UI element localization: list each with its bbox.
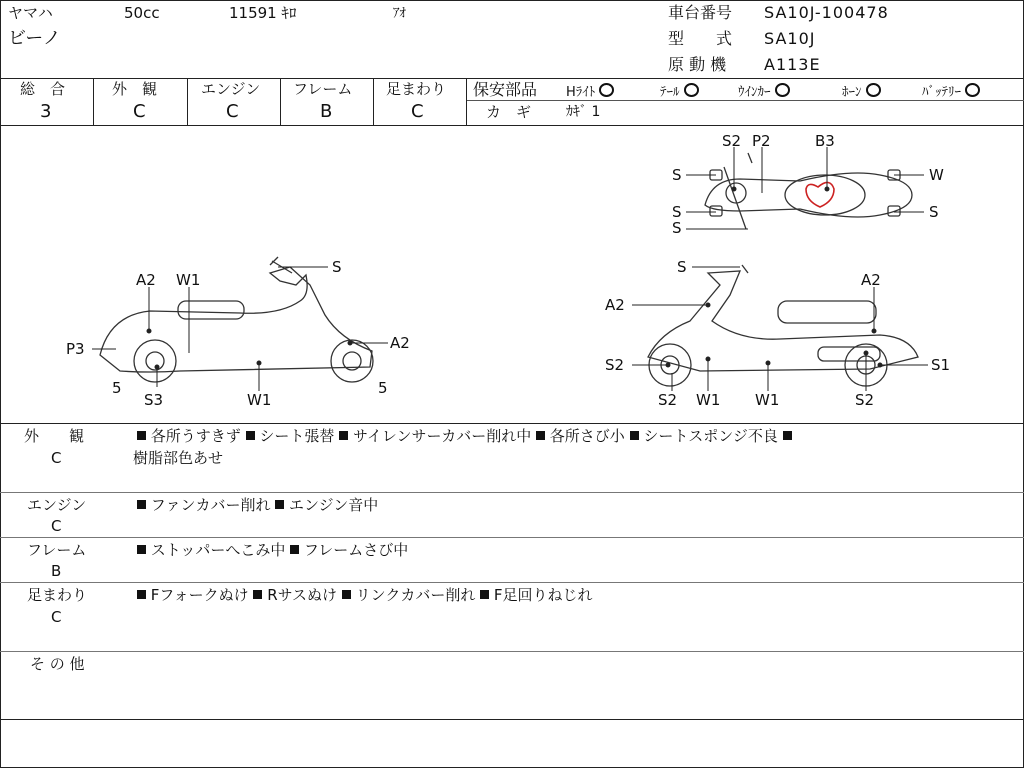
label-p3: P3: [66, 340, 85, 358]
type-label: 型 式: [668, 29, 733, 48]
label-w1: W1: [247, 391, 272, 409]
bullet-icon: [536, 431, 545, 440]
damage-diagram: [0, 125, 1024, 423]
bullet-icon: [783, 431, 792, 440]
divider: [0, 651, 1024, 652]
frame-no-label: 車台番号: [668, 3, 733, 22]
label-s1: S1: [931, 356, 951, 374]
label-s: S: [332, 258, 342, 276]
key-value: ｶｷﾞ 1: [566, 104, 601, 120]
body-color: ｱｵ: [393, 6, 406, 21]
key-label: カ ギ: [486, 103, 532, 121]
safety-item: ﾃｰﾙ: [660, 83, 699, 99]
bullet-icon: [137, 590, 146, 599]
grade-value: C: [226, 101, 239, 122]
divider: [0, 582, 1024, 583]
engine-label: 原 動 機: [668, 55, 727, 74]
bullet-icon: [137, 431, 146, 440]
label-w1: W1: [755, 391, 780, 409]
remark-label: 外 観: [24, 427, 85, 445]
label-w1: W1: [696, 391, 721, 409]
remark-label: そ の 他: [30, 655, 85, 673]
divider: [466, 78, 467, 125]
grade-value: C: [411, 101, 424, 122]
bullet-icon: [339, 431, 348, 440]
maker: ヤマハ: [8, 4, 53, 22]
divider: [0, 78, 1024, 79]
grade-value: B: [320, 101, 333, 122]
divider: [467, 100, 1024, 101]
bullet-icon: [275, 500, 284, 509]
safety-item: ﾊﾞｯﾃﾘｰ: [922, 83, 980, 99]
safety-item: Hﾗｲﾄ: [566, 83, 614, 99]
remark-items: 各所うすきず シート張替 サイレンサーカバー削れ中 各所さび小 シートスポンジ不良: [137, 429, 792, 444]
grade-label: フレーム: [293, 80, 353, 98]
divider: [0, 719, 1024, 720]
ok-circle-icon: [684, 83, 699, 97]
label-leaders: [92, 147, 928, 391]
label-a2: A2: [136, 271, 156, 289]
label-5: 5: [378, 379, 388, 397]
label-w1: W1: [176, 271, 201, 289]
grade-label: 総 合: [20, 80, 66, 98]
bullet-icon: [246, 431, 255, 440]
type-value: SA10J: [764, 29, 816, 48]
bullet-icon: [480, 590, 489, 599]
grade-label: 足まわり: [386, 80, 447, 98]
divider: [0, 537, 1024, 538]
remark-label: エンジン: [27, 496, 87, 514]
ok-circle-icon: [866, 83, 881, 97]
safety-label: 保安部品: [473, 80, 538, 99]
safety-item: ｳｲﾝｶｰ: [738, 83, 790, 99]
remark-label: 足まわり: [27, 586, 88, 604]
remark-items: ファンカバー削れ エンジン音中: [137, 498, 378, 513]
divider: [93, 78, 94, 125]
label-s2: S2: [605, 356, 625, 374]
label-s: S: [929, 203, 939, 221]
label-b3: B3: [815, 132, 835, 150]
scooter-top-view: [705, 153, 912, 229]
divider: [187, 78, 188, 125]
grade-label: エンジン: [201, 80, 261, 98]
ok-circle-icon: [599, 83, 614, 97]
ok-circle-icon: [965, 83, 980, 97]
divider: [0, 492, 1024, 493]
safety-item: ﾎｰﾝ: [842, 83, 881, 99]
label-s2: S2: [658, 391, 678, 409]
label-s2: S2: [722, 132, 742, 150]
remark-grade: B: [51, 562, 62, 580]
label-a2: A2: [605, 296, 625, 314]
remark-grade: C: [51, 608, 62, 626]
label-w: W: [929, 166, 944, 184]
left-view-labels: [66, 258, 410, 409]
bullet-icon: [253, 590, 262, 599]
grade-label: 外 観: [112, 80, 158, 98]
remark-items: Fフォークぬけ Rサスぬけ リンクカバー削れ F足回りねじれ: [137, 588, 593, 603]
divider: [373, 78, 374, 125]
displacement: 50cc: [124, 4, 160, 22]
label-s: S: [677, 258, 687, 276]
mileage: 11591 ｷﾛ: [229, 4, 297, 22]
label-s: S: [672, 203, 682, 221]
label-s2: S2: [855, 391, 875, 409]
frame-no: SA10J-100478: [764, 3, 889, 22]
ok-circle-icon: [775, 83, 790, 97]
remark-label: フレーム: [27, 541, 87, 559]
remark-grade: C: [51, 449, 62, 467]
bullet-icon: [290, 545, 299, 554]
bullet-icon: [137, 545, 146, 554]
grade-value: 3: [40, 101, 52, 122]
label-s: S: [672, 166, 682, 184]
grade-value: C: [133, 101, 146, 122]
label-s3: S3: [144, 391, 164, 409]
bullet-icon: [630, 431, 639, 440]
model-name: ビーノ: [8, 28, 61, 49]
label-s: S: [672, 219, 682, 237]
label-a2: A2: [390, 334, 410, 352]
damage-mark: [806, 182, 834, 207]
bullet-icon: [342, 590, 351, 599]
engine-value: A113E: [764, 55, 821, 74]
remark-grade: C: [51, 517, 62, 535]
label-p2: P2: [752, 132, 771, 150]
bullet-icon: [137, 500, 146, 509]
divider: [0, 423, 1024, 424]
remark-items: ストッパーへこみ中 フレームさび中: [137, 543, 408, 558]
divider: [280, 78, 281, 125]
label-5: 5: [112, 379, 122, 397]
remark-items-line2: 樹脂部色あせ: [133, 449, 224, 467]
label-a2: A2: [861, 271, 881, 289]
right-view-labels: [605, 258, 950, 409]
